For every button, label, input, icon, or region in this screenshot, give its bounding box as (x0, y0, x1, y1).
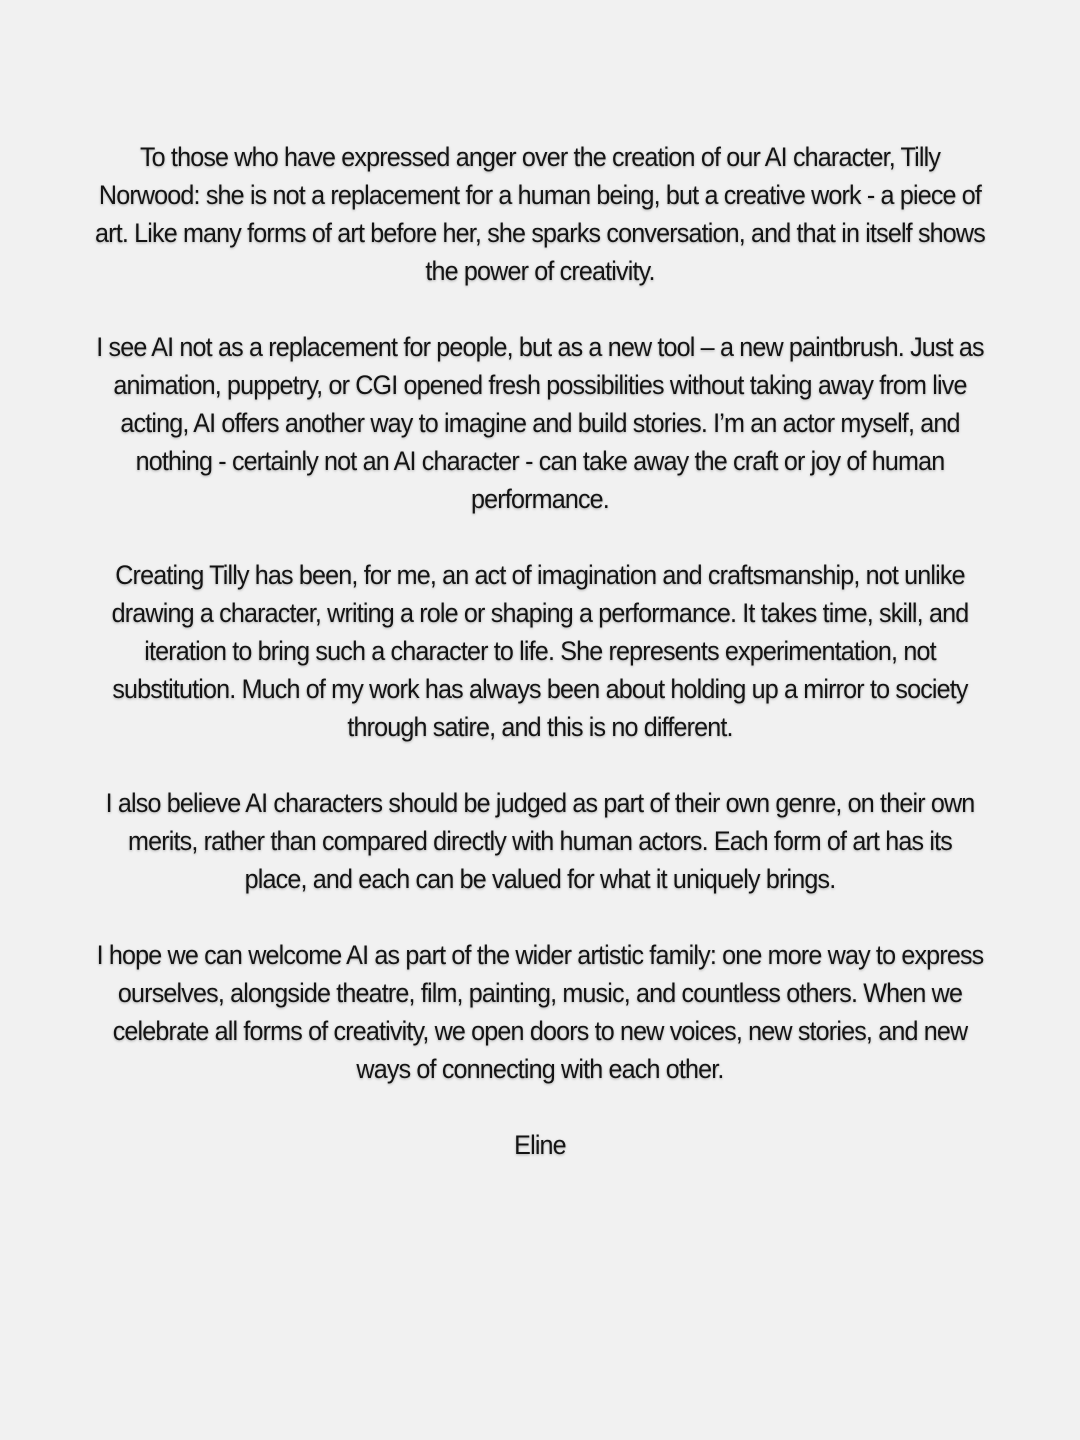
text-line: drawing a character, writing a role or shaping a performance. It takes time, skill, and (111, 598, 969, 628)
text-line: Norwood: she is not a replacement for a human being, but a creative work - a piece of (98, 180, 982, 210)
text-line: ourselves, alongside theatre, film, painting, music, and countless others. When we (117, 978, 963, 1008)
paragraph-creating-tilly (94, 556, 987, 746)
text-line: merits, rather than compared directly with human actors. Each form of art has its (128, 826, 952, 856)
text-line: acting, AI offers another way to imagine and build stories. I’m an actor myself, and (120, 408, 960, 438)
text-line: I also believe AI characters should be judged as part of their own genre, on their own (105, 788, 975, 818)
paragraph-artistic-family (94, 936, 987, 1088)
text-line: place, and each can be valued for what it uniquely brings. (244, 864, 836, 894)
text-line: art. Like many forms of art before her, she sparks conversation, and that in itself shows (95, 218, 985, 248)
text-line: celebrate all forms of creativity, we open doors to new voices, new stories, and new (112, 1016, 968, 1046)
text-line: nothing - certainly not an AI character - can take away the craft or joy of human (135, 446, 945, 476)
text-line: I see AI not as a replacement for people, but as a new tool – a new paintbrush. Just as (96, 332, 984, 362)
text-line: I hope we can welcome AI as part of the wider artistic family: one more way to express (96, 940, 984, 970)
text-line: iteration to bring such a character to life. She represents experimentation, not (144, 636, 936, 666)
text-line: animation, puppetry, or CGI opened fresh possibilities without taking away from live (113, 370, 967, 400)
signature: Eline (514, 1130, 566, 1160)
text-line: ways of connecting with each other. (356, 1054, 724, 1084)
text-line: To those who have expressed anger over the creation of our AI character, Tilly (139, 142, 941, 172)
paragraph-own-genre (94, 784, 987, 898)
paragraph-ai-character-response (94, 138, 987, 290)
paragraph-ai-as-tool (94, 328, 987, 518)
text-line: Creating Tilly has been, for me, an act of imagination and craftsmanship, not unlike (115, 560, 965, 590)
text-line: substitution. Much of my work has always been about holding up a mirror to society (112, 674, 968, 704)
text-line: through satire, and this is no different. (347, 712, 733, 742)
statement-text (60, 138, 1020, 1164)
text-line: performance. (471, 484, 609, 514)
text-line: the power of creativity. (425, 256, 655, 286)
